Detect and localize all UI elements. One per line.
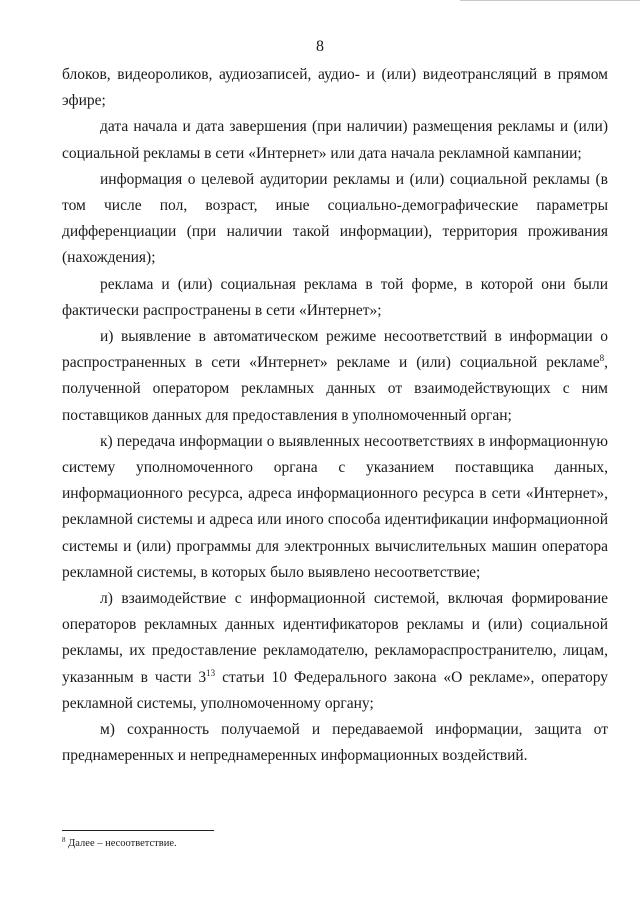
footnote-separator <box>62 830 214 831</box>
scan-edge-line <box>460 0 640 1</box>
paragraph-item-l <box>62 586 608 717</box>
paragraph-item-i <box>62 324 608 429</box>
paragraph-item-m: м) сохранность получаемой и передаваемой информации, защита от преднамеренных и непреднамеренных информационных воздействий. <box>62 721 608 765</box>
paragraph-item-l-text-before: л) взаимодействие с информационной системой, включая формирование операторов рекламных данных идентификаторов рекламы и (или) социальной рекламы, их предоставление рекламодателю, рекламораспространителю, лицам, указанным в части 3 <box>62 590 608 686</box>
footnote-reference-8: 8 <box>599 353 605 364</box>
paragraph-media-types: блоков, видеороликов, аудиозаписей, аудио- и (или) видеотрансляций в прямом эфире; <box>62 66 608 110</box>
page-number: 8 <box>316 38 324 55</box>
paragraph-item-l-text-after: статьи 10 Федерального закона «О рекламе», оператору рекламной системы, уполномоченному органу; <box>62 668 608 712</box>
paragraph-item-k: к) передача информации о выявленных несоответствиях в информационную систему уполномоченного органа с указанием поставщика данных, информационного ресурса, адреса информационного ресурса в сети «Интернет», рекламной системы и адреса или иного способа идентификации информационной системы и (или) программы для электронных вычислительных машин оператора рекламной системы, в которых было выявлено несоответствие; <box>62 432 608 581</box>
paragraph-ad-form: реклама и (или) социальная реклама в той форме, в которой они были фактически распространены в сети «Интернет»; <box>62 275 608 319</box>
paragraph-target-audience: информация о целевой аудитории рекламы и (или) социальной рекламы (в том числе пол, возраст, иные социально-демографические параметры дифференциации (при наличии такой информации), территория проживания (нахождения); <box>62 170 608 267</box>
document-body <box>62 62 608 769</box>
footnote <box>62 837 177 851</box>
footnote-text: Далее – несоответствие. <box>65 838 177 849</box>
paragraph-item-i-text-before: и) выявление в автоматическом режиме несоответствий в информации о распространенных в сети «Интернет» рекламе и (или) социальной рекламе <box>62 328 608 372</box>
paragraph-item-i-text-after: , полученной оператором рекламных данных от взаимодействующих с ним поставщиков данных для предоставления в уполномоченный орган; <box>62 354 608 424</box>
paragraph-placement-dates: дата начала и дата завершения (при наличии) размещения рекламы и (или) социальной рекламы в сети «Интернет» или дата начала рекламной кампании; <box>62 118 608 162</box>
superscript-13: 13 <box>206 667 216 678</box>
footnote-number: 8 <box>62 836 66 844</box>
